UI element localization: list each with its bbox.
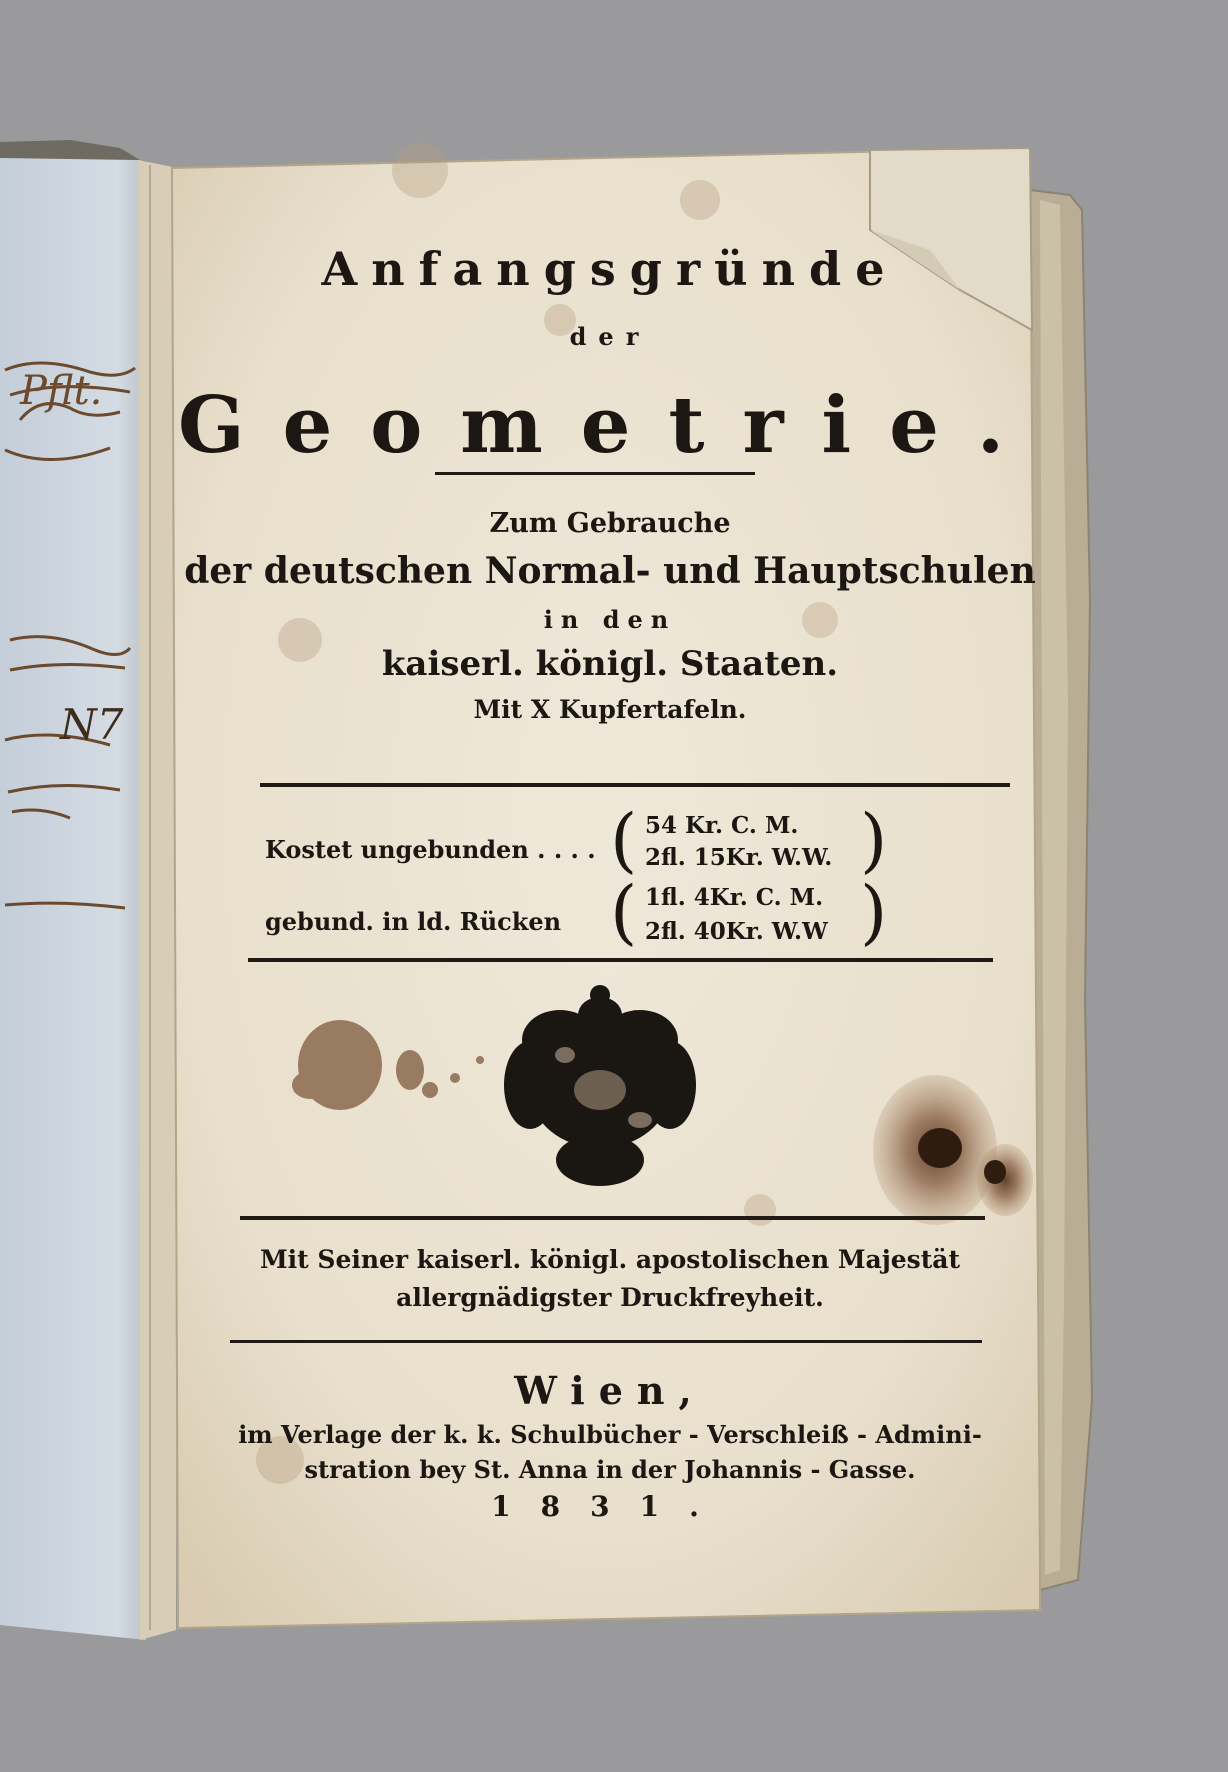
plates-note: Mit X Kupfertafeln. (473, 695, 747, 724)
price-bound-label: gebund. in ld. Rücken (265, 907, 562, 936)
endpaper-note-1: Pflt. (20, 368, 103, 414)
rule-above-imprint (230, 1340, 982, 1343)
paren-right-2: ) (860, 871, 888, 953)
rule-above-privilege (240, 1216, 985, 1220)
subtitle-line-3: in den (543, 605, 677, 634)
price-unbound-1: 54 Kr. C. M. (645, 812, 799, 839)
endpaper-note-2: N7 (60, 700, 124, 749)
paren-right-1: ) (860, 799, 888, 881)
price-unbound-label: Kostet ungebunden . . . . (265, 835, 596, 864)
imprint-city: Wien, (514, 1368, 706, 1413)
paren-left-2: ( (610, 871, 638, 953)
imprint-year: 1831. (491, 1490, 729, 1523)
rule-below-price (248, 958, 993, 962)
title-line-3: Geometrie. (178, 380, 1042, 471)
subtitle-line-1: Zum Gebrauche (489, 508, 731, 539)
imprint-line-2: stration bey St. Anna in der Johannis - Gasse. (304, 1455, 916, 1484)
title-line-1: Anfangsgründe (321, 242, 899, 296)
privilege-line-2: allergnädigster Druckfreyheit. (396, 1283, 824, 1312)
price-bound-1: 1fl. 4Kr. C. M. (645, 884, 824, 911)
title-line-2: der (569, 322, 651, 351)
imprint-line-1: im Verlage der k. k. Schulbücher - Verschleiß - Admini- (238, 1420, 982, 1449)
subtitle-line-2: der deutschen Normal- und Hauptschulen (184, 550, 1036, 592)
paren-left-1: ( (610, 799, 638, 881)
subtitle-line-4: kaiserl. königl. Staaten. (381, 644, 839, 684)
rule-under-title (435, 472, 755, 475)
rule-above-price (260, 783, 1010, 787)
privilege-line-1: Mit Seiner kaiserl. königl. apostolischen Majestät (259, 1245, 961, 1274)
price-unbound-2: 2fl. 15Kr. W.W. (645, 844, 833, 871)
spine-binding (0, 140, 140, 160)
price-bound-2: 2fl. 40Kr. W.W (645, 918, 828, 945)
title-page-text (170, 150, 1050, 1610)
